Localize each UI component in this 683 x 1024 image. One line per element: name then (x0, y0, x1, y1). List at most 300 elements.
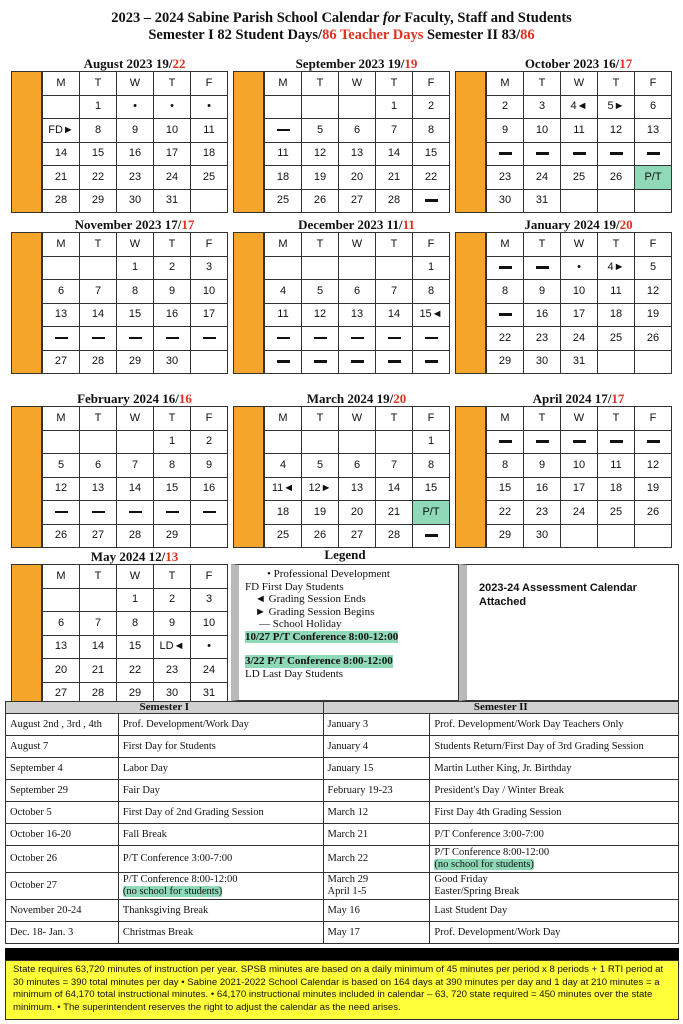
day-label: 25 (609, 331, 623, 344)
month-color-bar (11, 564, 42, 706)
day-label: 30 (535, 355, 549, 368)
legend-gse: ◄ Grading Session Ends (255, 593, 366, 605)
event-date (323, 736, 430, 758)
teacher-days: 17 (611, 391, 625, 406)
divider-bar (5, 948, 679, 960)
weekday-header: T (80, 407, 117, 431)
day-label: 31 (535, 194, 549, 207)
event-date-text: March 22 (327, 853, 369, 864)
day-cell (191, 166, 228, 190)
event-date-text: May 17 (327, 926, 360, 938)
day-label: 11 (203, 123, 215, 136)
event-date (323, 846, 430, 873)
day-cell (413, 524, 450, 548)
legend-pd: • Professional Development (267, 568, 390, 580)
day-label: LD◄ (159, 640, 185, 653)
day-label: 11 (573, 123, 585, 136)
day-label: 15 (498, 482, 512, 495)
day-cell (413, 477, 450, 501)
day-cell (43, 635, 80, 659)
day-cell (376, 477, 413, 501)
holiday-dash (499, 440, 512, 443)
day-cell (561, 430, 598, 454)
holiday-dash (425, 534, 438, 537)
event-desc (430, 846, 679, 873)
day-cell (561, 477, 598, 501)
weekday-header: T (524, 233, 561, 257)
day-cell (561, 142, 598, 166)
day-label: 10 (202, 616, 216, 629)
day-cell (117, 588, 154, 612)
day-label: 5 (316, 123, 324, 136)
day-cell (117, 612, 154, 636)
page-title (0, 10, 683, 26)
day-cell (376, 454, 413, 478)
day-cell (376, 142, 413, 166)
weekday-header: F (191, 565, 228, 589)
day-cell (117, 454, 154, 478)
day-cell (487, 350, 524, 374)
day-cell (635, 95, 672, 119)
day-cell (487, 454, 524, 478)
event-date (6, 873, 119, 900)
day-label: 4 (279, 284, 287, 297)
day-cell (524, 501, 561, 525)
holiday-dash (314, 337, 327, 340)
day-label: 27 (91, 529, 105, 542)
day-cell (561, 327, 598, 351)
day-label: 16 (202, 482, 216, 495)
month-color-bar (455, 232, 486, 374)
day-cell (561, 119, 598, 143)
day-label: 2 (168, 593, 176, 606)
day-cell (191, 303, 228, 327)
event-desc (118, 780, 323, 802)
day-label: 9 (168, 616, 176, 629)
event-date-text: March 21 (327, 828, 369, 840)
day-cell (154, 327, 191, 351)
day-label: P/T (422, 505, 440, 518)
weekday-header: W (561, 233, 598, 257)
weekday-header: W (117, 72, 154, 96)
day-label: 10 (165, 123, 179, 136)
weekday-header: T (376, 407, 413, 431)
weekday-header: T (154, 565, 191, 589)
day-label: 19 (646, 308, 660, 321)
weekday-header: M (43, 233, 80, 257)
event-date (6, 922, 119, 944)
weekday-header: F (413, 233, 450, 257)
month-title-apr (486, 392, 671, 406)
month-name: January 2024 (524, 217, 600, 232)
event-row (6, 846, 679, 873)
teacher-days: 20 (393, 391, 407, 406)
day-label: 21 (387, 505, 401, 518)
day-cell (635, 256, 672, 280)
day-label: 8 (168, 458, 176, 471)
event-desc (118, 714, 323, 736)
day-label: 6 (57, 616, 65, 629)
day-cell (43, 280, 80, 304)
day-cell (117, 635, 154, 659)
day-cell (154, 635, 191, 659)
day-label: 24 (535, 170, 549, 183)
event-date (6, 802, 119, 824)
day-cell (43, 303, 80, 327)
month-title-aug (42, 57, 227, 71)
day-label: 31 (202, 687, 216, 700)
event-desc (430, 802, 679, 824)
day-cell (265, 166, 302, 190)
day-cell (635, 430, 672, 454)
semester2-header: Semester II (323, 702, 678, 714)
subtitle-sem2-teacher: 86 (520, 27, 535, 43)
day-label: 27 (350, 194, 364, 207)
day-label: 15 (91, 147, 105, 160)
day-label: 3 (205, 593, 213, 606)
day-cell (80, 477, 117, 501)
page-subtitle (0, 27, 683, 43)
event-desc-text: Fair Day (122, 784, 160, 796)
day-cell (43, 166, 80, 190)
day-cell (413, 119, 450, 143)
event-desc (118, 802, 323, 824)
month-title-nov (42, 218, 227, 232)
day-cell (339, 95, 376, 119)
day-label: 22 (91, 170, 105, 183)
month-name: September 2023 (295, 56, 385, 71)
day-cell (117, 524, 154, 548)
day-cell (191, 501, 228, 525)
day-label: 6 (649, 100, 657, 113)
day-label: 14 (387, 147, 401, 160)
event-date-text: May 16 (327, 904, 360, 916)
day-label: 10 (572, 458, 586, 471)
weekday-header: T (598, 233, 635, 257)
event-date-text: February 19-23 (327, 784, 393, 796)
day-label: 16 (128, 147, 142, 160)
event-desc-text: P/T Conference 3:00-7:00 (434, 828, 544, 840)
event-row (6, 758, 679, 780)
event-row (6, 824, 679, 846)
day-cell (302, 119, 339, 143)
event-desc (118, 736, 323, 758)
day-label: 19 (313, 505, 327, 518)
day-cell (80, 256, 117, 280)
day-cell (265, 95, 302, 119)
day-label: 2 (427, 100, 435, 113)
weekday-header: F (191, 72, 228, 96)
day-label: 22 (128, 663, 142, 676)
day-label: 13 (350, 147, 364, 160)
holiday-dash (277, 337, 290, 340)
day-cell (191, 95, 228, 119)
event-date-text: October 26 (10, 853, 57, 864)
day-cell (265, 350, 302, 374)
weekday-header: F (413, 72, 450, 96)
holiday-dash (610, 440, 623, 443)
teacher-days: 13 (165, 549, 179, 564)
event-desc (118, 758, 323, 780)
event-desc-text: P/T Conference 8:00-12:00 (434, 847, 550, 858)
event-date-text: October 27 (10, 880, 57, 891)
day-cell (43, 95, 80, 119)
weekday-header: T (80, 72, 117, 96)
holiday-dash (166, 337, 179, 340)
calendar-jan (455, 232, 672, 374)
day-label: FD► (48, 123, 74, 136)
day-label: 26 (646, 331, 660, 344)
day-label: 8 (501, 284, 509, 297)
day-cell (80, 119, 117, 143)
weekday-header: M (487, 407, 524, 431)
day-cell (302, 142, 339, 166)
event-date-text: March 12 (327, 806, 369, 818)
day-label: 23 (535, 505, 549, 518)
month-color-bar (233, 232, 264, 374)
day-label: 6 (353, 284, 361, 297)
day-cell (191, 256, 228, 280)
month-title-feb (42, 392, 227, 406)
day-label: 13 (54, 640, 68, 653)
day-cell (302, 501, 339, 525)
event-desc-text: Easter/Spring Break (434, 886, 520, 897)
day-label: 28 (54, 194, 68, 207)
day-label: 11◄ (271, 482, 295, 495)
calendar-nov (11, 232, 228, 374)
teacher-days: 19 (404, 56, 418, 71)
day-label: 1 (131, 261, 139, 274)
day-label: 28 (387, 529, 401, 542)
month-name: November 2023 (74, 217, 162, 232)
day-label: 1 (131, 593, 139, 606)
event-date (6, 714, 119, 736)
day-cell (376, 327, 413, 351)
teacher-days: 20 (619, 217, 633, 232)
day-cell (43, 477, 80, 501)
day-cell (339, 477, 376, 501)
day-cell (598, 501, 635, 525)
day-cell (191, 524, 228, 548)
day-cell (635, 166, 672, 190)
day-label: 7 (94, 284, 102, 297)
day-cell (43, 256, 80, 280)
event-date (6, 736, 119, 758)
event-desc (430, 780, 679, 802)
teacher-days: 16 (178, 391, 192, 406)
day-cell (117, 303, 154, 327)
day-cell (635, 189, 672, 213)
day-cell (524, 280, 561, 304)
day-label: 13 (646, 123, 660, 136)
event-desc-text: Prof. Development/Work Day Teachers Only (434, 718, 624, 730)
weekday-header: T (80, 233, 117, 257)
event-desc (430, 922, 679, 944)
day-label: 30 (128, 194, 142, 207)
day-label: 26 (54, 529, 68, 542)
day-label: • (207, 100, 211, 113)
day-cell (154, 524, 191, 548)
day-cell (524, 327, 561, 351)
subtitle-part: Semester II 83/ (423, 27, 521, 43)
student-days: 19/ (155, 56, 173, 71)
day-label: 8 (427, 458, 435, 471)
day-cell (154, 189, 191, 213)
day-cell (635, 119, 672, 143)
student-days: 11/ (386, 217, 403, 232)
day-label: 2 (501, 100, 509, 113)
day-label: 20 (350, 505, 364, 518)
day-label: 7 (94, 616, 102, 629)
day-label: 18 (276, 505, 290, 518)
day-cell (598, 524, 635, 548)
day-cell (117, 142, 154, 166)
day-cell (339, 256, 376, 280)
day-label: 17 (165, 147, 179, 160)
event-desc (430, 873, 679, 900)
day-cell (302, 280, 339, 304)
legend-conf2: 3/22 P/T Conference 8:00-12:00 (245, 655, 393, 667)
day-cell (302, 430, 339, 454)
day-cell (191, 659, 228, 683)
day-label: 28 (128, 529, 142, 542)
day-label: 8 (501, 458, 509, 471)
holiday-dash (610, 152, 623, 155)
weekday-header: F (191, 407, 228, 431)
day-cell (43, 142, 80, 166)
day-label: 28 (91, 355, 105, 368)
day-cell (154, 501, 191, 525)
day-label: 13 (350, 482, 364, 495)
day-cell (80, 454, 117, 478)
holiday-dash (425, 360, 438, 363)
event-desc-text: P/T Conference 8:00-12:00 (122, 874, 238, 885)
holiday-dash (351, 337, 364, 340)
day-cell (413, 189, 450, 213)
day-label: 14 (387, 482, 401, 495)
day-label: 22 (424, 170, 438, 183)
event-desc-text: P/T Conference 3:00-7:00 (122, 853, 233, 864)
day-cell (117, 280, 154, 304)
holiday-dash (129, 337, 142, 340)
day-label: 19 (646, 482, 660, 495)
day-cell (154, 350, 191, 374)
event-desc-text: Prof. Development/Work Day (122, 718, 249, 730)
student-days: 12/ (148, 549, 166, 564)
weekday-header: T (80, 565, 117, 589)
day-cell (487, 119, 524, 143)
day-label: 29 (91, 194, 105, 207)
day-cell (339, 350, 376, 374)
event-date (323, 873, 430, 900)
day-cell (302, 454, 339, 478)
month-color-bar (455, 406, 486, 548)
holiday-dash (277, 360, 290, 363)
weekday-header: W (561, 407, 598, 431)
day-label: • (133, 100, 137, 113)
day-cell (487, 477, 524, 501)
day-cell (598, 477, 635, 501)
day-label: 12► (308, 482, 332, 495)
month-title-oct (486, 57, 671, 71)
day-label: 23 (165, 663, 179, 676)
day-cell (524, 524, 561, 548)
day-cell (265, 430, 302, 454)
event-desc-text: Christmas Break (122, 926, 194, 938)
legend-fd: FD First Day Students (245, 580, 344, 593)
day-label: 31 (165, 194, 179, 207)
minutes-note: State requires 63,720 minutes of instruction per year. SPSB minutes are based on a daily minimum of 45 minutes per period x 8 periods + 1 RTI period at 30 minutes = 390 total minutes per day • Sabine 2021-2022 School Calendar is based on 164 days at 390 minutes per day and 1 day at 210 minutes = a minimum of 64,170 total instructional minutes. • 64,170 instructional minutes included in calendar – 63, 720 state required = 450 minutes over the state minimum. • The superintendent reserves the right to adjust the calendar as the need arises. (5, 960, 679, 1020)
day-cell (191, 189, 228, 213)
day-cell (117, 659, 154, 683)
day-cell (339, 142, 376, 166)
day-cell (302, 189, 339, 213)
day-label: 30 (165, 687, 179, 700)
day-cell (524, 189, 561, 213)
day-cell (154, 588, 191, 612)
day-label: 14 (91, 308, 105, 321)
holiday-dash (573, 152, 586, 155)
day-cell (80, 303, 117, 327)
day-cell (413, 166, 450, 190)
day-cell (561, 454, 598, 478)
holiday-dash (166, 511, 179, 514)
holiday-dash (573, 440, 586, 443)
month-title-jan (486, 218, 671, 232)
day-cell (191, 477, 228, 501)
event-date (6, 758, 119, 780)
day-label: 18 (202, 147, 216, 160)
day-cell (598, 142, 635, 166)
weekday-header: F (413, 407, 450, 431)
event-date-text: November 20-24 (10, 904, 82, 916)
day-cell (43, 189, 80, 213)
day-cell (524, 142, 561, 166)
day-cell (80, 430, 117, 454)
month-name: April 2024 (532, 391, 592, 406)
day-cell (598, 119, 635, 143)
day-cell (265, 327, 302, 351)
weekday-header: T (302, 72, 339, 96)
day-cell (80, 612, 117, 636)
day-label: 22 (498, 505, 512, 518)
day-label: 9 (501, 123, 509, 136)
day-label: 12 (54, 482, 68, 495)
month-color-bar (233, 406, 264, 548)
day-cell (191, 280, 228, 304)
day-cell (80, 142, 117, 166)
day-label: 7 (390, 123, 398, 136)
day-label: 19 (313, 170, 327, 183)
legend-conf1: 10/27 P/T Conference 8:00-12:00 (245, 630, 399, 643)
event-desc-text: Students Return/First Day of 3rd Grading Session (434, 740, 644, 752)
calendar-oct (455, 71, 672, 213)
event-desc-text: First Day for Students (122, 740, 216, 752)
event-date-text: March 29 (327, 874, 369, 885)
day-cell (598, 350, 635, 374)
day-label: 26 (313, 194, 327, 207)
holiday-dash (425, 337, 438, 340)
event-row (6, 873, 679, 900)
day-cell (598, 280, 635, 304)
month-title-sep (264, 57, 449, 71)
day-label: 9 (538, 284, 546, 297)
month-name: February 2024 (77, 391, 160, 406)
day-cell (154, 95, 191, 119)
day-label: 13 (54, 308, 68, 321)
holiday-dash (388, 337, 401, 340)
day-cell (154, 142, 191, 166)
